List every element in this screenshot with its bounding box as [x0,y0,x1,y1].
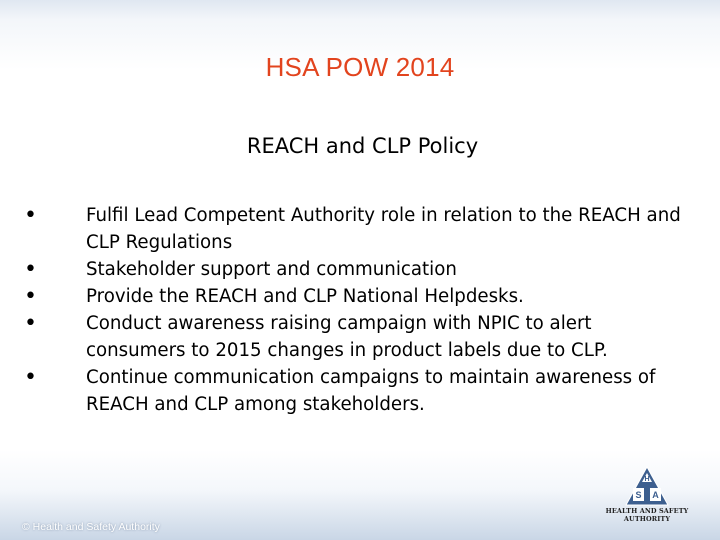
bullet-item [24,310,694,364]
bullet-text: Continue communication campaigns to maintain awareness of REACH and CLP among stakeholders. [86,367,656,415]
svg-text:S: S [635,490,642,500]
bullet-item [24,364,694,418]
bullet-icon: • [24,311,37,336]
svg-text:H: H [644,476,650,483]
logo-text-line1: HEALTH AND SAFETY [605,507,689,515]
bullet-icon: • [24,257,37,282]
slide-subtitle: REACH and CLP Policy [246,134,479,158]
bullet-icon: • [24,365,37,390]
footer-copyright: © Health and Safety Authority [22,521,160,533]
slide-title: HSA POW 2014 [265,52,455,82]
bullet-icon: • [24,284,37,309]
hsa-logo [602,466,692,528]
hsa-triangle-icon [625,466,669,506]
bullet-text: Provide the REACH and CLP National Helpdesks. [86,286,524,307]
bullet-text: Conduct awareness raising campaign with NPIC to alert consumers to 2015 changes in product labels due to CLP. [86,313,608,361]
bullet-text: Stakeholder support and communication [86,259,457,280]
logo-text-line2: AUTHORITY [623,515,671,523]
bullet-item [24,283,694,310]
bullet-item [24,202,694,256]
bullet-icon: • [24,203,37,228]
bullet-item [24,256,694,283]
svg-text:A: A [652,490,659,500]
bullet-list [24,202,694,418]
bullet-text: Fulfil Lead Competent Authority role in relation to the REACH and CLP Regulations [86,205,681,253]
